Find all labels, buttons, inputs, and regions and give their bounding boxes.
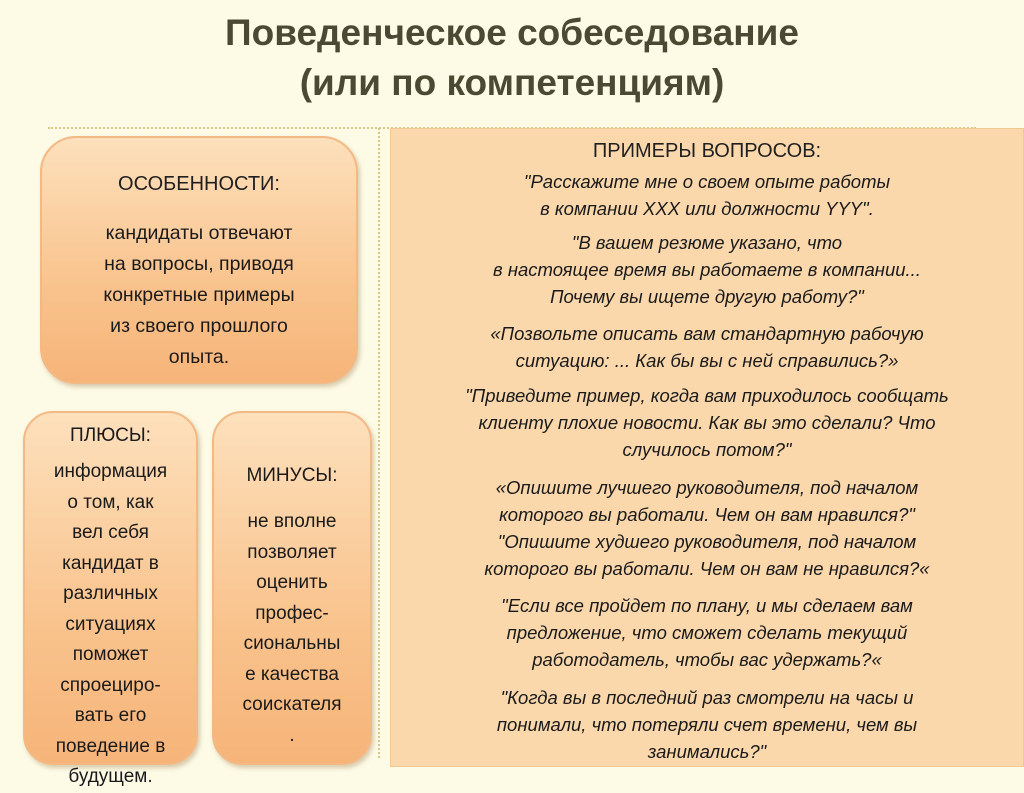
features-line: кандидаты отвечают: [105, 222, 293, 244]
question-line: случилось потом?": [622, 439, 792, 460]
question-line: предложение, что сможет сделать текущий: [506, 622, 908, 643]
question-line: в настоящее время вы работаете в компании...: [493, 259, 921, 280]
question-line: работодатель, чтобы вас удержать?«: [532, 649, 882, 670]
title-line-1: Поведенческое собеседование: [225, 12, 799, 53]
vertical-divider: [378, 128, 380, 758]
features-line: опыта.: [168, 346, 230, 368]
question-line: понимали, что потеряли счет времени, чем вы: [496, 714, 918, 735]
minuses-heading: МИНУСЫ:: [246, 465, 338, 486]
question-1: [390, 168, 1024, 222]
features-box: [40, 136, 358, 384]
pluses-line: различных: [63, 583, 158, 604]
minuses-line: .: [289, 724, 295, 746]
pluses-line: поведение в: [55, 735, 166, 757]
features-line: конкретные примеры: [103, 284, 295, 306]
pluses-heading: ПЛЮСЫ:: [70, 425, 151, 446]
question-line: "Расскажите мне о своем опыте работы: [523, 171, 891, 192]
pluses-line: будущем.: [68, 766, 153, 787]
pluses-text: [25, 457, 196, 793]
features-line: на вопросы, приводя: [104, 253, 294, 275]
question-line: занимались?": [647, 741, 767, 762]
pluses-line: вел себя: [72, 522, 149, 543]
pluses-line: спроециро-: [60, 674, 161, 696]
pluses-line: кандидат в: [62, 552, 159, 574]
question-line: «Позвольте описать вам стандартную рабочую: [490, 323, 924, 344]
question-4: [390, 382, 1024, 463]
minuses-line: не вполне: [247, 511, 337, 532]
minuses-line: сиональны: [243, 633, 341, 654]
features-heading: ОСОБЕННОСТИ:: [118, 173, 280, 195]
minuses-text: [214, 507, 370, 751]
pluses-line: о том, как: [67, 491, 154, 513]
question-line: "Приведите пример, когда вам приходилось сообщать: [465, 385, 949, 406]
title-line-2: (или по компетенциям): [299, 62, 725, 103]
question-2: [390, 229, 1024, 310]
question-line: в компании XXX или должности YYY".: [540, 198, 874, 219]
question-line: "В вашем резюме указано, что: [571, 232, 843, 253]
minuses-line: профес-: [255, 602, 329, 624]
question-line: «Опишите лучшего руководителя, под началом: [495, 477, 919, 498]
question-line: которого вы работали. Чем он вам нравился?": [499, 504, 915, 525]
pluses-line: ситуациях: [65, 613, 156, 635]
question-5: [390, 474, 1024, 582]
question-line: "Опишите худшего руководителя, под началом: [497, 531, 917, 552]
question-6: [390, 592, 1024, 673]
question-3: [390, 320, 1024, 374]
question-line: "Когда вы в последний раз смотрели на часы и: [500, 687, 914, 708]
pluses-line: информация: [53, 461, 168, 482]
pluses-box: [23, 411, 198, 787]
minuses-box: [212, 411, 372, 765]
minuses-line: оценить: [256, 572, 328, 593]
question-line: Почему вы ищете другую работу?": [550, 286, 864, 307]
question-7: [390, 684, 1024, 765]
minuses-line: позволяет: [247, 541, 337, 563]
features-text: [42, 218, 356, 373]
question-line: которого вы работали. Чем он вам не нравился?«: [484, 558, 930, 579]
features-line: из своего прошлого: [110, 315, 288, 337]
question-line: ситуацию: ... Как бы вы с ней справились?»: [515, 350, 899, 371]
pluses-line: вать его: [74, 705, 147, 726]
examples-heading: ПРИМЕРЫ ВОПРОСОВ:: [592, 140, 822, 162]
page-title: [0, 8, 1024, 108]
question-line: клиенту плохие новости. Как вы это сделали? Что: [478, 412, 936, 433]
pluses-line: поможет: [72, 644, 149, 665]
question-line: "Если все пройдет по плану, и мы сделаем вам: [501, 595, 913, 616]
minuses-line: е качества: [245, 663, 339, 685]
minuses-line: соискателя: [242, 694, 342, 715]
